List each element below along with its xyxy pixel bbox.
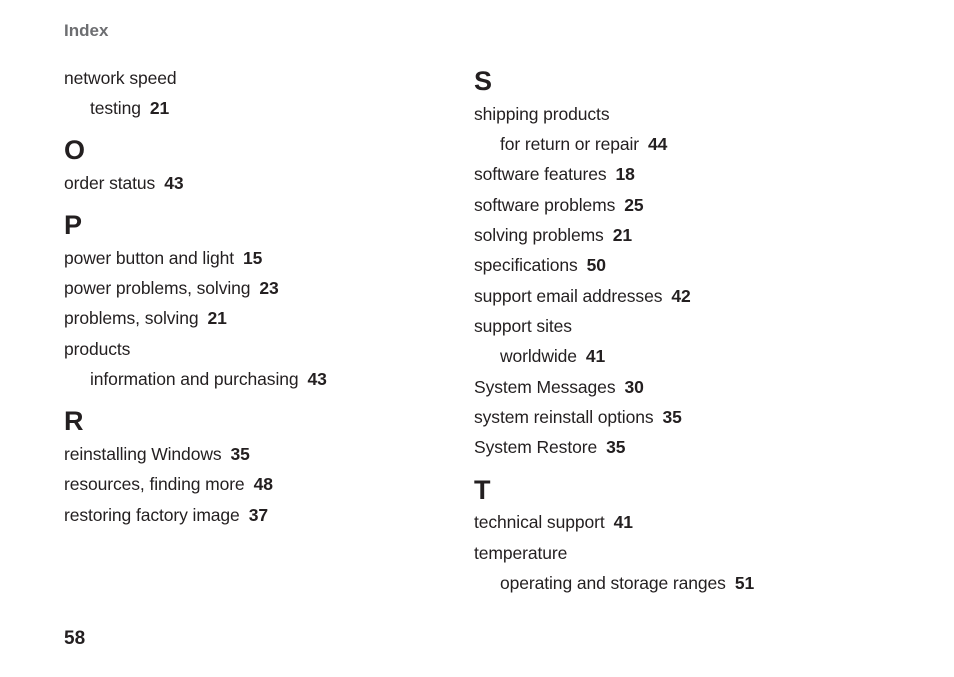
page-number: 58 (64, 628, 86, 649)
page-reference: 41 (585, 346, 606, 366)
index-term: worldwide (500, 346, 577, 366)
section-letter-s: S (474, 66, 493, 96)
index-subentry (474, 572, 754, 594)
index-term: System Messages (474, 377, 616, 397)
index-entry (474, 103, 609, 125)
index-entry (474, 194, 644, 216)
page-reference: 42 (671, 286, 691, 306)
page-reference: 15 (243, 248, 263, 268)
index-entry (64, 443, 250, 465)
page-reference: 21 (207, 308, 227, 328)
index-term: power problems, solving (64, 278, 251, 298)
index-entry (474, 224, 632, 246)
index-term: reinstalling Windows (64, 444, 222, 464)
index-term: operating and storage ranges (500, 573, 726, 593)
index-term: technical support (474, 512, 605, 532)
running-header: Index (64, 21, 109, 40)
index-subentry (474, 345, 605, 367)
index-entry (64, 277, 279, 299)
index-entry (474, 406, 682, 428)
index-entry (474, 542, 567, 564)
page-reference: 43 (307, 369, 327, 389)
index-term: products (64, 339, 131, 359)
index-entry (474, 511, 633, 533)
page-reference: 51 (734, 573, 755, 593)
page-reference: 21 (149, 98, 170, 118)
index-term: problems, solving (64, 308, 199, 328)
index-entry (64, 247, 262, 269)
index-term: resources, finding more (64, 474, 245, 494)
page-reference: 21 (612, 225, 632, 245)
index-entry (64, 338, 130, 360)
page-reference: 35 (662, 407, 682, 427)
index-term: restoring factory image (64, 505, 240, 525)
section-letter-t: T (474, 475, 491, 505)
index-entry (64, 473, 273, 495)
page-reference: 35 (606, 437, 626, 457)
index-entry (64, 307, 227, 329)
page-reference: 48 (253, 474, 273, 494)
index-term: support sites (474, 316, 572, 336)
page-reference: 18 (615, 164, 635, 184)
index-term: support email addresses (474, 286, 663, 306)
page-reference: 35 (230, 444, 250, 464)
index-entry (474, 315, 572, 337)
index-term: order status (64, 173, 156, 193)
section-letter-o: O (64, 135, 86, 165)
index-term: system reinstall options (474, 407, 654, 427)
page-reference: 30 (624, 377, 644, 397)
index-term: System Restore (474, 437, 598, 457)
index-entry (474, 163, 635, 185)
page-reference: 41 (613, 512, 633, 532)
index-term: shipping products (474, 104, 610, 124)
index-entry (474, 285, 691, 307)
index-entry (64, 172, 183, 194)
index-entry (474, 254, 606, 276)
index-term: software problems (474, 195, 616, 215)
index-term: for return or repair (500, 134, 640, 154)
page-reference: 23 (259, 278, 279, 298)
page-reference: 50 (586, 255, 606, 275)
page-reference: 43 (164, 173, 184, 193)
index-term: network speed (64, 68, 177, 88)
index-subentry (474, 133, 667, 155)
index-term: software features (474, 164, 607, 184)
page-reference: 44 (648, 134, 668, 154)
section-letter-p: P (64, 210, 83, 240)
index-entry (64, 67, 177, 89)
page-reference: 25 (624, 195, 644, 215)
index-term: temperature (474, 543, 568, 563)
index-subentry (64, 97, 169, 119)
index-entry (474, 436, 625, 458)
index-term: power button and light (64, 248, 235, 268)
section-letter-r: R (64, 406, 84, 436)
index-subentry (64, 368, 327, 390)
page-reference: 37 (248, 505, 268, 525)
index-entry (64, 504, 268, 526)
index-term: specifications (474, 255, 578, 275)
index-entry (474, 376, 644, 398)
index-term: solving problems (474, 225, 604, 245)
index-term: testing (90, 98, 141, 118)
index-term: information and purchasing (90, 369, 299, 389)
